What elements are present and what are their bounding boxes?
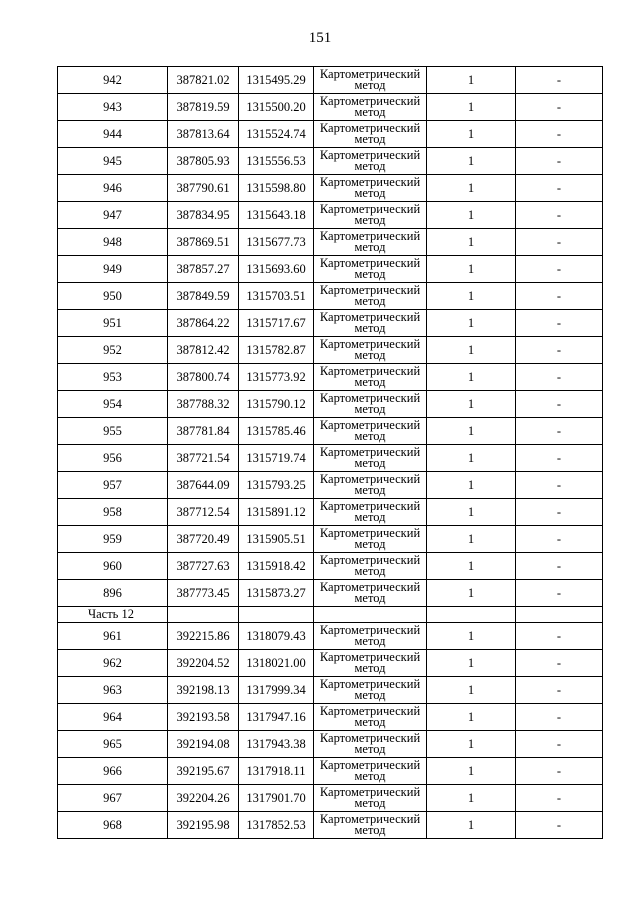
- y-coordinate-cell: 1315717.67: [239, 310, 314, 337]
- method-line-1: Картометрический: [319, 256, 421, 270]
- accuracy-cell: 1: [427, 283, 516, 310]
- point-number-cell: 964: [58, 704, 168, 731]
- method-line-1: Картометрический: [319, 283, 421, 297]
- method-cell: [314, 499, 427, 526]
- method-line-1: Картометрический: [319, 472, 421, 486]
- x-coordinate-cell: 387721.54: [168, 445, 239, 472]
- method-line-1: Картометрический: [319, 391, 421, 405]
- note-cell: -: [516, 229, 603, 256]
- point-number-cell: 955: [58, 418, 168, 445]
- note-cell: -: [516, 553, 603, 580]
- point-number-cell: 954: [58, 391, 168, 418]
- table-row: [58, 650, 603, 677]
- table-row: [58, 67, 603, 94]
- method-line-2: метод: [354, 294, 386, 308]
- page-number: 151: [308, 30, 332, 46]
- point-number-cell: 947: [58, 202, 168, 229]
- accuracy-cell: 1: [427, 310, 516, 337]
- method-cell: [314, 94, 427, 121]
- method-line-1: Картометрический: [319, 229, 421, 243]
- method-line-2: метод: [354, 132, 386, 146]
- note-cell: -: [516, 337, 603, 364]
- method-line-1: Картометрический: [319, 175, 421, 189]
- method-line-2: метод: [354, 537, 386, 551]
- x-coordinate-cell: 387727.63: [168, 553, 239, 580]
- accuracy-cell: 1: [427, 785, 516, 812]
- method-cell: [314, 175, 427, 202]
- method-cell: [314, 364, 427, 391]
- x-coordinate-cell: 392193.58: [168, 704, 239, 731]
- note-cell: -: [516, 94, 603, 121]
- point-number-cell: 945: [58, 148, 168, 175]
- method-line-2: метод: [354, 402, 386, 416]
- method-cell: [314, 472, 427, 499]
- point-number-cell: 949: [58, 256, 168, 283]
- y-coordinate-cell: 1315782.87: [239, 337, 314, 364]
- point-number-cell: 957: [58, 472, 168, 499]
- x-coordinate-cell: 387805.93: [168, 148, 239, 175]
- y-coordinate-cell: 1315524.74: [239, 121, 314, 148]
- method-cell: [314, 758, 427, 785]
- y-coordinate-cell: 1315643.18: [239, 202, 314, 229]
- note-cell: -: [516, 202, 603, 229]
- method-line-2: метод: [354, 510, 386, 524]
- point-number-cell: 968: [58, 812, 168, 839]
- accuracy-cell: 1: [427, 445, 516, 472]
- table-row: [58, 283, 603, 310]
- table-row: [58, 785, 603, 812]
- method-line-1: Картометрический: [319, 202, 421, 216]
- method-line-1: Картометрический: [319, 148, 421, 162]
- x-coordinate-cell: 387773.45: [168, 580, 239, 607]
- accuracy-cell: 1: [427, 580, 516, 607]
- table-row: [58, 499, 603, 526]
- y-coordinate-cell: 1315773.92: [239, 364, 314, 391]
- note-cell: -: [516, 758, 603, 785]
- accuracy-cell: 1: [427, 67, 516, 94]
- note-cell: -: [516, 704, 603, 731]
- point-number-cell: 965: [58, 731, 168, 758]
- method-line-1: Картометрический: [319, 364, 421, 378]
- method-cell: [314, 310, 427, 337]
- x-coordinate-cell: 392215.86: [168, 623, 239, 650]
- method-cell: [314, 580, 427, 607]
- point-number-cell: 953: [58, 364, 168, 391]
- empty-cell: [168, 607, 239, 623]
- empty-cell: [427, 607, 516, 623]
- point-number-cell: 958: [58, 499, 168, 526]
- method-line-1: Картометрический: [319, 785, 421, 799]
- accuracy-cell: 1: [427, 418, 516, 445]
- x-coordinate-cell: 387813.64: [168, 121, 239, 148]
- x-coordinate-cell: 387720.49: [168, 526, 239, 553]
- accuracy-cell: 1: [427, 202, 516, 229]
- point-number-cell: 950: [58, 283, 168, 310]
- method-line-2: метод: [354, 78, 386, 92]
- method-line-1: Картометрический: [319, 580, 421, 594]
- method-line-1: Картометрический: [319, 67, 421, 81]
- method-cell: [314, 337, 427, 364]
- method-line-2: метод: [354, 823, 386, 837]
- x-coordinate-cell: 387790.61: [168, 175, 239, 202]
- accuracy-cell: 1: [427, 148, 516, 175]
- accuracy-cell: 1: [427, 758, 516, 785]
- part-header-row: [58, 607, 603, 623]
- accuracy-cell: 1: [427, 812, 516, 839]
- accuracy-cell: 1: [427, 677, 516, 704]
- table-row: [58, 256, 603, 283]
- x-coordinate-cell: 387864.22: [168, 310, 239, 337]
- x-coordinate-cell: 387644.09: [168, 472, 239, 499]
- point-number-cell: 951: [58, 310, 168, 337]
- method-line-1: Картометрический: [319, 758, 421, 772]
- empty-cell: [239, 607, 314, 623]
- table-row: [58, 812, 603, 839]
- method-line-1: Картометрический: [319, 623, 421, 637]
- y-coordinate-cell: 1318021.00: [239, 650, 314, 677]
- y-coordinate-cell: 1315873.27: [239, 580, 314, 607]
- method-line-1: Картометрический: [319, 310, 421, 324]
- y-coordinate-cell: 1315905.51: [239, 526, 314, 553]
- method-line-1: Картометрический: [319, 121, 421, 135]
- x-coordinate-cell: 392195.98: [168, 812, 239, 839]
- method-line-2: метод: [354, 375, 386, 389]
- accuracy-cell: 1: [427, 121, 516, 148]
- method-line-1: Картометрический: [319, 445, 421, 459]
- method-cell: [314, 283, 427, 310]
- y-coordinate-cell: 1317852.53: [239, 812, 314, 839]
- accuracy-cell: 1: [427, 526, 516, 553]
- method-line-2: метод: [354, 634, 386, 648]
- table-row: [58, 94, 603, 121]
- table-row: [58, 121, 603, 148]
- x-coordinate-cell: 387819.59: [168, 94, 239, 121]
- method-cell: [314, 785, 427, 812]
- method-line-2: метод: [354, 661, 386, 675]
- note-cell: -: [516, 499, 603, 526]
- accuracy-cell: 1: [427, 623, 516, 650]
- method-line-1: Картометрический: [319, 94, 421, 108]
- accuracy-cell: 1: [427, 256, 516, 283]
- x-coordinate-cell: 392194.08: [168, 731, 239, 758]
- note-cell: -: [516, 472, 603, 499]
- method-line-1: Картометрический: [319, 499, 421, 513]
- method-line-1: Картометрический: [319, 812, 421, 826]
- accuracy-cell: 1: [427, 704, 516, 731]
- method-cell: [314, 445, 427, 472]
- note-cell: -: [516, 650, 603, 677]
- y-coordinate-cell: 1315918.42: [239, 553, 314, 580]
- method-cell: [314, 121, 427, 148]
- y-coordinate-cell: 1317999.34: [239, 677, 314, 704]
- y-coordinate-cell: 1317943.38: [239, 731, 314, 758]
- method-cell: [314, 677, 427, 704]
- method-line-2: метод: [354, 105, 386, 119]
- note-cell: -: [516, 391, 603, 418]
- x-coordinate-cell: 387821.02: [168, 67, 239, 94]
- x-coordinate-cell: 387834.95: [168, 202, 239, 229]
- empty-cell: [516, 607, 603, 623]
- method-line-1: Картометрический: [319, 418, 421, 432]
- y-coordinate-cell: 1317918.11: [239, 758, 314, 785]
- y-coordinate-cell: 1317901.70: [239, 785, 314, 812]
- x-coordinate-cell: 387781.84: [168, 418, 239, 445]
- method-line-2: метод: [354, 321, 386, 335]
- table-row: [58, 704, 603, 731]
- accuracy-cell: 1: [427, 391, 516, 418]
- method-cell: [314, 526, 427, 553]
- method-cell: [314, 623, 427, 650]
- method-line-2: метод: [354, 456, 386, 470]
- method-cell: [314, 812, 427, 839]
- accuracy-cell: 1: [427, 650, 516, 677]
- coordinates-table: [57, 66, 603, 839]
- method-line-2: метод: [354, 186, 386, 200]
- method-line-2: метод: [354, 267, 386, 281]
- x-coordinate-cell: 387869.51: [168, 229, 239, 256]
- note-cell: -: [516, 812, 603, 839]
- y-coordinate-cell: 1315556.53: [239, 148, 314, 175]
- note-cell: -: [516, 148, 603, 175]
- method-line-1: Картометрический: [319, 731, 421, 745]
- y-coordinate-cell: 1318079.43: [239, 623, 314, 650]
- point-number-cell: 942: [58, 67, 168, 94]
- method-cell: [314, 391, 427, 418]
- method-line-1: Картометрический: [319, 526, 421, 540]
- note-cell: -: [516, 526, 603, 553]
- note-cell: -: [516, 731, 603, 758]
- table-row: [58, 580, 603, 607]
- note-cell: -: [516, 175, 603, 202]
- method-line-2: метод: [354, 159, 386, 173]
- y-coordinate-cell: 1315703.51: [239, 283, 314, 310]
- table-row: [58, 758, 603, 785]
- method-cell: [314, 148, 427, 175]
- part-label: Часть 12: [58, 607, 168, 623]
- method-cell: [314, 650, 427, 677]
- y-coordinate-cell: 1315677.73: [239, 229, 314, 256]
- y-coordinate-cell: 1315891.12: [239, 499, 314, 526]
- x-coordinate-cell: 392195.67: [168, 758, 239, 785]
- note-cell: -: [516, 256, 603, 283]
- point-number-cell: 944: [58, 121, 168, 148]
- y-coordinate-cell: 1315693.60: [239, 256, 314, 283]
- x-coordinate-cell: 392198.13: [168, 677, 239, 704]
- table-row: [58, 445, 603, 472]
- method-cell: [314, 256, 427, 283]
- coordinates-table-body: [58, 67, 603, 839]
- table-row: [58, 526, 603, 553]
- point-number-cell: 948: [58, 229, 168, 256]
- table-row: [58, 337, 603, 364]
- method-line-2: метод: [354, 564, 386, 578]
- point-number-cell: 960: [58, 553, 168, 580]
- point-number-cell: 966: [58, 758, 168, 785]
- point-number-cell: 961: [58, 623, 168, 650]
- table-row: [58, 148, 603, 175]
- note-cell: -: [516, 121, 603, 148]
- point-number-cell: 952: [58, 337, 168, 364]
- table-row: [58, 391, 603, 418]
- table-row: [58, 553, 603, 580]
- accuracy-cell: 1: [427, 337, 516, 364]
- method-line-2: метод: [354, 715, 386, 729]
- x-coordinate-cell: 387849.59: [168, 283, 239, 310]
- accuracy-cell: 1: [427, 553, 516, 580]
- table-row: [58, 364, 603, 391]
- point-number-cell: 962: [58, 650, 168, 677]
- y-coordinate-cell: 1315500.20: [239, 94, 314, 121]
- table-row: [58, 202, 603, 229]
- y-coordinate-cell: 1315785.46: [239, 418, 314, 445]
- note-cell: -: [516, 623, 603, 650]
- x-coordinate-cell: 387812.42: [168, 337, 239, 364]
- point-number-cell: 967: [58, 785, 168, 812]
- accuracy-cell: 1: [427, 472, 516, 499]
- y-coordinate-cell: 1315719.74: [239, 445, 314, 472]
- accuracy-cell: 1: [427, 175, 516, 202]
- y-coordinate-cell: 1315598.80: [239, 175, 314, 202]
- method-line-2: метод: [354, 213, 386, 227]
- note-cell: -: [516, 785, 603, 812]
- note-cell: -: [516, 283, 603, 310]
- x-coordinate-cell: 392204.26: [168, 785, 239, 812]
- method-line-2: метод: [354, 591, 386, 605]
- note-cell: -: [516, 580, 603, 607]
- note-cell: -: [516, 364, 603, 391]
- method-cell: [314, 67, 427, 94]
- x-coordinate-cell: 387712.54: [168, 499, 239, 526]
- method-line-2: метод: [354, 688, 386, 702]
- table-row: [58, 472, 603, 499]
- point-number-cell: 959: [58, 526, 168, 553]
- accuracy-cell: 1: [427, 94, 516, 121]
- method-line-2: метод: [354, 769, 386, 783]
- empty-cell: [314, 607, 427, 623]
- point-number-cell: 963: [58, 677, 168, 704]
- method-cell: [314, 553, 427, 580]
- method-cell: [314, 229, 427, 256]
- method-cell: [314, 202, 427, 229]
- point-number-cell: 896: [58, 580, 168, 607]
- method-cell: [314, 731, 427, 758]
- point-number-cell: 943: [58, 94, 168, 121]
- method-line-1: Картометрический: [319, 704, 421, 718]
- y-coordinate-cell: 1317947.16: [239, 704, 314, 731]
- y-coordinate-cell: 1315793.25: [239, 472, 314, 499]
- x-coordinate-cell: 392204.52: [168, 650, 239, 677]
- method-line-1: Картометрический: [319, 677, 421, 691]
- x-coordinate-cell: 387788.32: [168, 391, 239, 418]
- note-cell: -: [516, 445, 603, 472]
- accuracy-cell: 1: [427, 364, 516, 391]
- point-number-cell: 946: [58, 175, 168, 202]
- x-coordinate-cell: 387857.27: [168, 256, 239, 283]
- table-row: [58, 677, 603, 704]
- accuracy-cell: 1: [427, 229, 516, 256]
- note-cell: -: [516, 418, 603, 445]
- method-line-2: метод: [354, 483, 386, 497]
- method-line-2: метод: [354, 240, 386, 254]
- table-row: [58, 418, 603, 445]
- table-row: [58, 229, 603, 256]
- table-row: [58, 731, 603, 758]
- table-row: [58, 310, 603, 337]
- note-cell: -: [516, 677, 603, 704]
- method-line-2: метод: [354, 742, 386, 756]
- method-line-2: метод: [354, 429, 386, 443]
- method-cell: [314, 704, 427, 731]
- method-line-1: Картометрический: [319, 553, 421, 567]
- method-line-1: Картометрический: [319, 650, 421, 664]
- method-line-2: метод: [354, 796, 386, 810]
- accuracy-cell: 1: [427, 499, 516, 526]
- accuracy-cell: 1: [427, 731, 516, 758]
- note-cell: -: [516, 310, 603, 337]
- method-cell: [314, 418, 427, 445]
- table-row: [58, 175, 603, 202]
- note-cell: -: [516, 67, 603, 94]
- table-row: [58, 623, 603, 650]
- x-coordinate-cell: 387800.74: [168, 364, 239, 391]
- y-coordinate-cell: 1315790.12: [239, 391, 314, 418]
- method-line-1: Картометрический: [319, 337, 421, 351]
- y-coordinate-cell: 1315495.29: [239, 67, 314, 94]
- point-number-cell: 956: [58, 445, 168, 472]
- method-line-2: метод: [354, 348, 386, 362]
